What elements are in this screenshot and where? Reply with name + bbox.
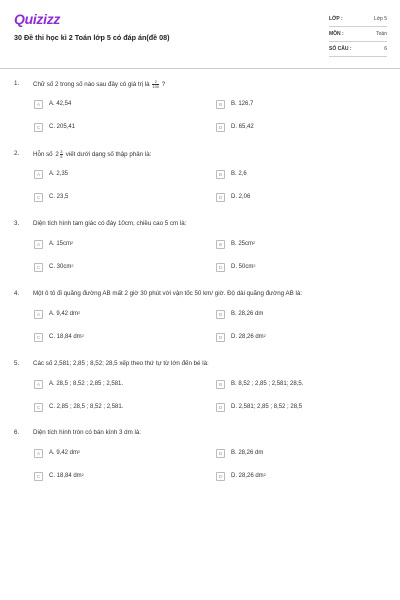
option-letter-box: C	[34, 123, 43, 132]
superscript: 2	[71, 263, 74, 268]
superscript: 2	[78, 449, 81, 454]
question-line	[14, 78, 390, 90]
option-letter-box: B	[216, 100, 225, 109]
question-text-after: ?	[161, 81, 166, 89]
info-row-class	[329, 12, 387, 27]
question-1	[14, 78, 390, 130]
question-text-before: Chữ số 2 trong số nào sau đây có giá trị là	[33, 81, 150, 89]
question-text	[33, 150, 151, 159]
option-c[interactable]	[34, 122, 75, 132]
option-c[interactable]	[34, 332, 84, 342]
fraction	[152, 80, 159, 89]
option-text: D. 65,42	[231, 124, 254, 130]
option-letter-box: D	[216, 403, 225, 412]
option-b[interactable]	[216, 309, 263, 319]
header-divider	[0, 68, 400, 69]
question-count-label: SỐ CÂU :	[329, 46, 352, 52]
option-d[interactable]	[216, 122, 254, 132]
question-line	[14, 427, 390, 439]
option-letter-box: D	[216, 193, 225, 202]
option-a[interactable]	[34, 379, 123, 389]
option-text: C. 23,5	[49, 194, 69, 200]
question-text: Diện tích hình tam giác có đáy 10cm, chiều cao 5 cm là:	[33, 220, 187, 227]
superscript: 2	[253, 263, 256, 268]
option-text: B. 126,7	[231, 101, 254, 107]
option-text: D. 2,581; 2,85 ; 8,52 ; 28,5	[231, 404, 303, 410]
option-letter-box: D	[216, 263, 225, 272]
question-number: 5.	[14, 360, 20, 367]
class-label: LỚP :	[329, 16, 343, 22]
option-text: B. 28,26 dm	[231, 450, 264, 456]
option-letter-box: B	[216, 170, 225, 179]
superscript: 2	[78, 310, 81, 315]
superscript: 2	[81, 333, 84, 338]
option-letter-box: B	[216, 310, 225, 319]
superscript: 2	[263, 333, 266, 338]
question-text-after: viết dưới dạng số thập phân là:	[65, 151, 152, 159]
option-letter-box: D	[216, 333, 225, 342]
question-number: 2.	[14, 150, 20, 157]
question-count-value: 6	[384, 46, 387, 52]
option-c[interactable]	[34, 402, 123, 412]
question-6	[14, 427, 390, 479]
option-d[interactable]	[216, 471, 266, 481]
subject-value: Toán	[376, 31, 387, 37]
option-text: C. 2,85 ; 28,5 ; 8,52 ; 2,581.	[49, 404, 124, 410]
option-text: B. 28,26 dm	[231, 311, 264, 317]
info-row-count	[329, 42, 387, 57]
option-letter-box: B	[216, 449, 225, 458]
option-text: A. 9,42 $dm^2$	[49, 310, 81, 317]
option-text: B. 2,6	[231, 171, 247, 177]
question-5	[14, 358, 390, 410]
info-box	[329, 12, 387, 57]
option-c[interactable]	[34, 262, 73, 272]
question-number: 1.	[14, 80, 20, 87]
question-4	[14, 288, 390, 340]
fraction-numerator: 3	[60, 149, 63, 154]
question-line	[14, 148, 390, 160]
option-c[interactable]	[34, 471, 84, 481]
option-b[interactable]	[216, 448, 263, 458]
option-text: D. 28,26 $dm^2$	[231, 472, 266, 479]
option-letter-box: D	[216, 472, 225, 481]
superscript: 2	[81, 472, 84, 477]
option-text: A. 28,5 ; 8,52 ; 2,85 ; 2,581.	[49, 381, 124, 387]
option-letter-box: C	[34, 193, 43, 202]
option-text: B. $25cm^2$	[231, 240, 256, 247]
question-text	[33, 80, 165, 89]
option-a[interactable]	[34, 169, 68, 179]
option-b[interactable]	[216, 239, 255, 249]
fraction-numerator: 2	[152, 80, 159, 85]
option-letter-box: A	[34, 170, 43, 179]
document-title: 30 Đề thi học kì 2 Toán lớp 5 có đáp án(đề 08)	[14, 33, 170, 42]
class-value: Lớp 5	[373, 16, 387, 22]
option-a[interactable]	[34, 448, 80, 458]
option-letter-box: A	[34, 380, 43, 389]
option-letter-box: A	[34, 240, 43, 249]
option-text: C. $30cm^2$	[49, 263, 74, 270]
mixed-number-whole: 2	[55, 151, 59, 159]
option-text: B. 8,52 ; 2,85 ; 2,581; 28,5.	[231, 381, 304, 387]
question-3	[14, 218, 390, 270]
question-text: Diện tích hình tròn có bán kính 3 dm là:	[33, 429, 142, 436]
option-d[interactable]	[216, 402, 302, 412]
question-text: Một ô tô đi quãng đường AB mất 2 giờ 30 phút với vận tốc 50 km/ giờ. Độ dài quãng đường AB là:	[33, 290, 303, 297]
option-letter-box: C	[34, 333, 43, 342]
fraction-denominator: 5	[60, 154, 63, 159]
option-d[interactable]	[216, 192, 250, 202]
option-text: C. 18,84 $dm^2$	[49, 333, 84, 340]
question-number: 3.	[14, 220, 20, 227]
question-text: Các số 2,581; 2,85 ; 8,52; 28,5 xếp theo thứ tự từ lớn đến bé là:	[33, 360, 209, 367]
option-letter-box: B	[216, 240, 225, 249]
option-text: A. $15cm^2$	[49, 240, 74, 247]
option-letter-box: B	[216, 380, 225, 389]
option-text: D. $50cm^2$	[231, 263, 256, 270]
question-line	[14, 358, 390, 370]
option-letter-box: C	[34, 263, 43, 272]
option-text: D. 2,06	[231, 194, 251, 200]
info-row-subject	[329, 27, 387, 42]
option-letter-box: D	[216, 123, 225, 132]
option-text: D. 28,26 $dm^2$	[231, 333, 266, 340]
option-b[interactable]	[216, 99, 253, 109]
superscript: 2	[71, 240, 74, 245]
option-letter-box: A	[34, 310, 43, 319]
option-letter-box: C	[34, 403, 43, 412]
option-a[interactable]	[34, 99, 71, 109]
option-text: A. 9,42 $dm^2$	[49, 449, 81, 456]
option-a[interactable]	[34, 239, 73, 249]
question-line	[14, 288, 390, 300]
question-line	[14, 218, 390, 230]
quizizz-logo: Quizizz	[14, 11, 61, 27]
option-text: C. 18,84 $dm^2$	[49, 472, 84, 479]
option-d[interactable]	[216, 332, 266, 342]
option-letter-box: C	[34, 472, 43, 481]
option-text: A. 2,35	[49, 171, 69, 177]
superscript: 2	[263, 472, 266, 477]
option-a[interactable]	[34, 309, 80, 319]
option-text: C. 205,41	[49, 124, 76, 130]
superscript: 2	[253, 240, 256, 245]
question-text-before: Hỗn số	[33, 151, 53, 159]
question-number: 6.	[14, 429, 20, 436]
option-d[interactable]	[216, 262, 255, 272]
fraction-denominator: 100	[152, 84, 160, 89]
option-b[interactable]	[216, 169, 247, 179]
question-2	[14, 148, 390, 200]
fraction	[60, 150, 63, 159]
subject-label: MÔN :	[329, 31, 344, 37]
question-number: 4.	[14, 290, 20, 297]
option-letter-box: A	[34, 449, 43, 458]
option-letter-box: A	[34, 100, 43, 109]
option-text: A. 42,54	[49, 101, 72, 107]
option-b[interactable]	[216, 379, 303, 389]
option-c[interactable]	[34, 192, 68, 202]
